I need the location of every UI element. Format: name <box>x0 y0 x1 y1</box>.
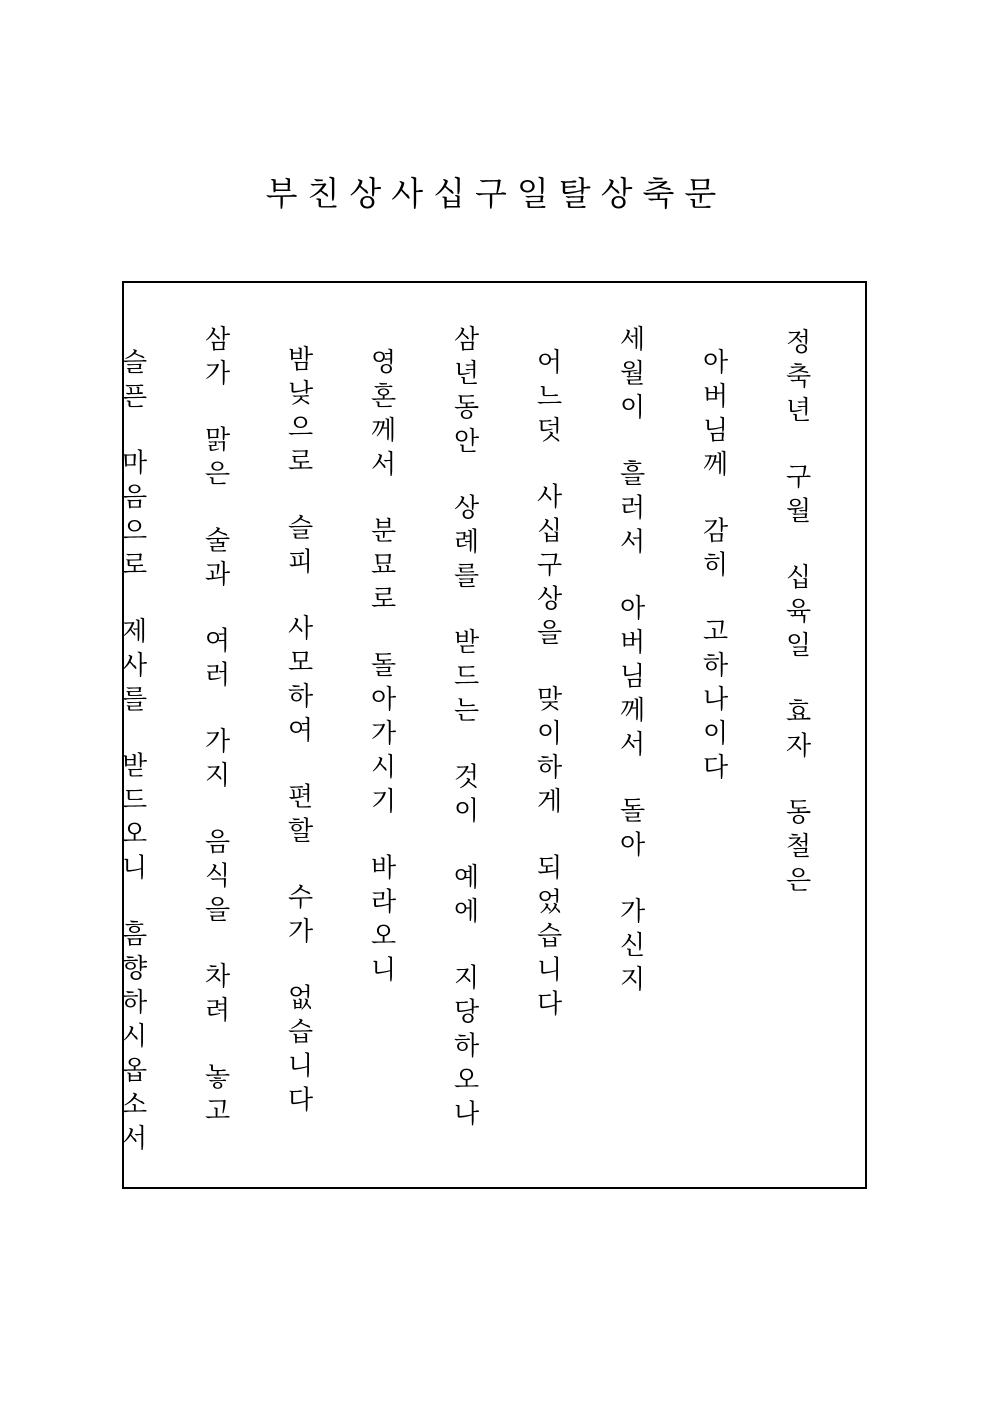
prayer-line-4: 어느덧 사십구상을 맞이하게 되었습니다 <box>532 348 562 1024</box>
prayer-line-6: 영혼께서 분묘로 돌아가시기 바라오니 <box>366 348 396 990</box>
prayer-line-2: 아버님께 감히 고하나이다 <box>698 348 728 788</box>
prayer-line-1: 정축년 구월 십육일 효자 동철은 <box>781 328 811 901</box>
prayer-text-body <box>117 283 865 1187</box>
prayer-line-3: 세월이 흘러서 아버님께서 돌아 가신지 <box>615 325 645 1000</box>
prayer-line-5: 삼년동안 상례를 받드는 것이 예에 지당하오나 <box>449 325 479 1134</box>
prayer-line-7: 밤낮으로 슬피 사모하여 편할 수가 없습니다 <box>283 345 313 1120</box>
prayer-line-8: 삼가 맑은 술과 여러 가지 음식을 차려 놓고 <box>200 325 230 1131</box>
prayer-line-9: 슬픈 마음으로 제사를 받드오니 흠향하시옵소서 <box>117 348 147 1159</box>
prayer-text-frame <box>117 281 867 1189</box>
document-title: 부친상사십구일탈상축문 <box>265 174 727 213</box>
